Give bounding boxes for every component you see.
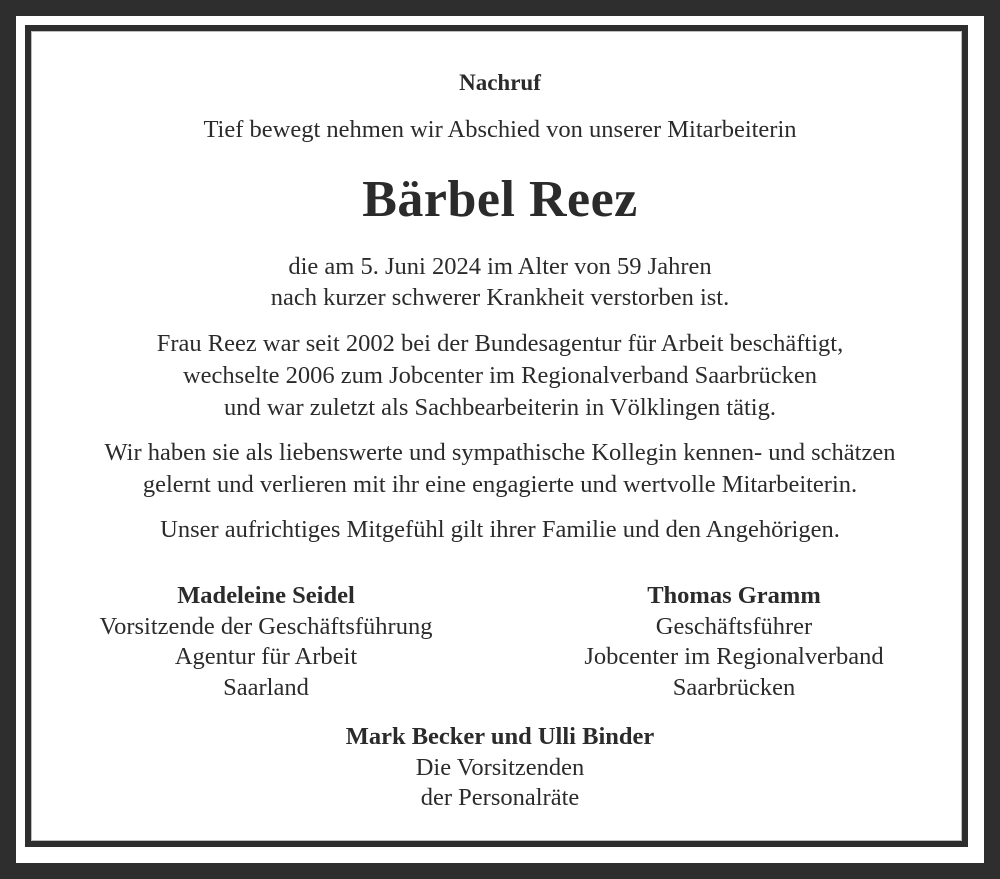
signatory-title: Die Vorsitzenden — [415, 753, 585, 781]
signatory-name: Mark Becker und Ulli Binder — [345, 723, 655, 750]
signatory-center — [250, 722, 750, 814]
career-line-2: wechselte 2006 zum Jobcenter im Regionalverband Saarbrücken — [182, 362, 818, 389]
death-line-1: die am 5. Juni 2024 im Alter von 59 Jahren — [288, 253, 712, 280]
signatory-region: Saarbrücken — [672, 673, 796, 701]
signatory-title: Vorsitzende der Geschäftsführung — [99, 612, 433, 640]
heading: Nachruf — [459, 70, 541, 95]
career-line-1: Frau Reez war seit 2002 bei der Bundesagentur für Arbeit beschäftigt, — [156, 330, 844, 357]
death-line-2: nach kurzer schwerer Krankheit verstorben ist. — [270, 284, 730, 311]
signatory-name: Thomas Gramm — [647, 582, 821, 609]
condolence-text: Unser aufrichtiges Mitgefühl gilt ihrer Familie und den Angehörigen. — [160, 516, 840, 543]
signatory-org: Agentur für Arbeit — [174, 643, 358, 670]
signatory-name: Madeleine Seidel — [177, 582, 355, 609]
signatory-title: Geschäftsführer — [655, 612, 813, 640]
deceased-name: Bärbel Reez — [362, 171, 638, 228]
career-line-3: und war zuletzt als Sachbearbeiterin in Völklingen tätig. — [224, 394, 776, 421]
tribute-line-2: gelernt und verlieren mit ihr eine engagierte und wertvolle Mitarbeiterin. — [142, 471, 858, 498]
signatory-org: Jobcenter im Regionalverband — [584, 643, 884, 670]
signatory-left — [56, 581, 476, 703]
signatory-right — [524, 581, 944, 703]
signatory-region: Saarland — [223, 673, 309, 701]
signatory-org: der Personalräte — [420, 784, 580, 811]
intro-text: Tief bewegt nehmen wir Abschied von unserer Mitarbeiterin — [203, 116, 797, 143]
tribute-line-1: Wir haben sie als liebenswerte und sympathische Kollegin kennen- und schätzen — [104, 439, 896, 466]
